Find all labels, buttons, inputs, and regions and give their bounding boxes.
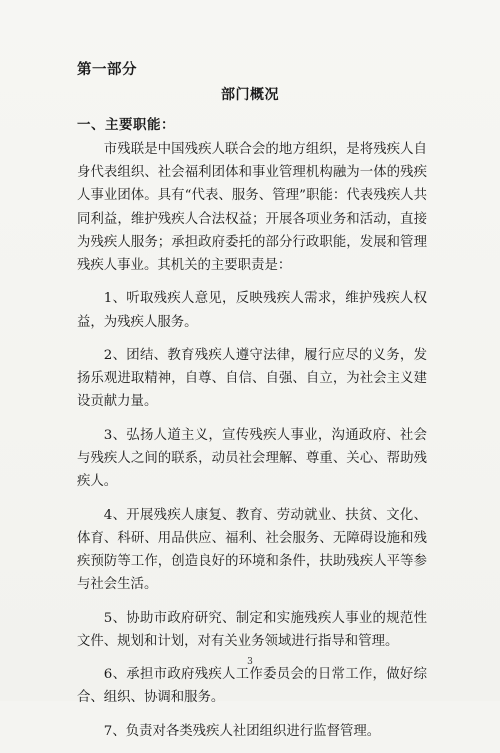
section-title: 部门概况 bbox=[221, 87, 279, 103]
paragraph-duty-7: 7、负责对各类残疾人社团组织进行监督管理。 bbox=[103, 723, 381, 739]
page-number: 3 bbox=[247, 657, 253, 667]
paragraph-duty-2: 2、团结、教育残疾人遵守法律，履行应尽的义务，发扬乐观进取精神，自尊、自信、自强、自立，为社会主义建设贡献力量。 bbox=[77, 348, 427, 410]
part-title: 第一部分 bbox=[77, 62, 137, 78]
paragraph-intro: 市残联是中国残疾人联合会的地方组织，是将残疾人自身代表组织、社会福利团体和事业管理机构融为一体的残疾人事业团体。具有“代表、服务、管理”职能：代表残疾人共同利益，维护残疾人合法权益；开展各项业务和活动，直接为残疾人服务；承担政府委托的部分行政职能，发展和管理残疾人事业。其机关的主要职责是： bbox=[77, 142, 427, 274]
paragraph-duty-4: 4、开展残疾人康复、教育、劳动就业、扶贫、文化、体育、科研、用品供应、福利、社会服务、无障碍设施和残疾预防等工作，创造良好的环境和条件，扶助残疾人平等参与社会生活。 bbox=[77, 507, 427, 593]
paragraph-duty-6: 6、承担市政府残疾人工作委员会的日常工作，做好综合、组织、协调和服务。 bbox=[77, 667, 427, 706]
paragraph-duty-1: 1、听取残疾人意见，反映残疾人需求，维护残疾人权益，为残疾人服务。 bbox=[77, 291, 427, 330]
sub-heading-main-functions: 一、主要职能： bbox=[77, 117, 175, 133]
paragraph-duty-3: 3、弘扬人道主义，宣传残疾人事业，沟通政府、社会与残疾人之间的联系，动员社会理解、尊重、关心、帮助残疾人。 bbox=[77, 427, 427, 490]
paragraph-duty-5: 5、协助市政府研究、制定和实施残疾人事业的规范性文件、规划和计划，对有关业务领域进行指导和管理。 bbox=[77, 610, 427, 649]
